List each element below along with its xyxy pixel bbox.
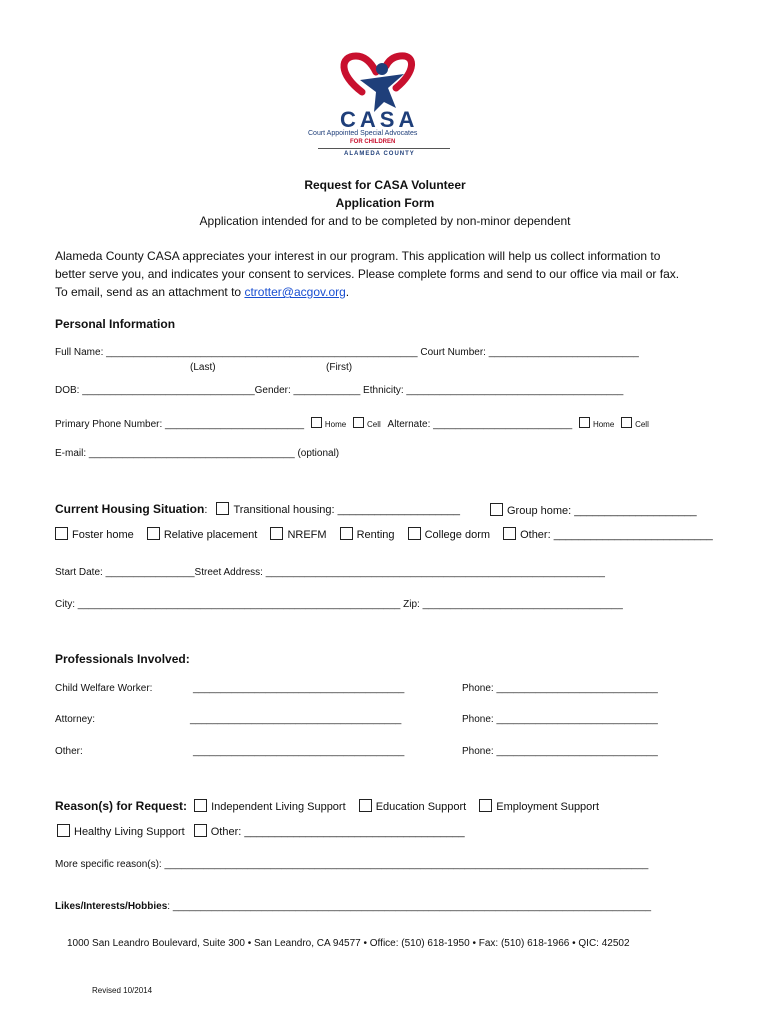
- housing-other-field[interactable]: Other: __________________________: [520, 529, 713, 541]
- housing-row2: [55, 527, 713, 541]
- form-title-line1: Request for CASA Volunteer: [304, 178, 466, 192]
- employment-label: Employment Support: [496, 801, 600, 813]
- transitional-checkbox[interactable]: [216, 502, 229, 515]
- personal-heading: Personal Information: [55, 317, 176, 331]
- group-home-item: [490, 503, 697, 517]
- primary-home-label: Home: [324, 420, 347, 429]
- logo-line3: ALAMEDA COUNTY: [344, 151, 415, 157]
- alternate-home-label: Home: [592, 420, 615, 429]
- nrefm-label: NREFM: [287, 529, 327, 541]
- professionals-heading: Professionals Involved:: [55, 652, 190, 666]
- likes-label: Likes/Interests/Hobbies: [55, 901, 168, 912]
- education-checkbox[interactable]: [359, 799, 372, 812]
- other-professional-label: Other:: [55, 746, 83, 757]
- primary-cell-label: Cell: [366, 420, 381, 429]
- housing-row1: [55, 502, 460, 516]
- reasons-row1: [55, 799, 599, 813]
- alternate-phone-field[interactable]: Alternate: _________________________: [387, 419, 573, 430]
- likes-row: [55, 901, 651, 912]
- other-professional-phone-field[interactable]: Phone: _____________________________: [462, 746, 658, 757]
- reasons-row2: [57, 824, 465, 838]
- foster-home-checkbox[interactable]: [55, 527, 68, 540]
- footer-address: 1000 San Leandro Boulevard, Suite 300 • San Leandro, CA 94577 • Office: (510) 618-1950 • Fax: (510) 618-1966 • QIC: 42502: [67, 938, 630, 949]
- renting-checkbox[interactable]: [340, 527, 353, 540]
- cww-phone-field[interactable]: Phone: _____________________________: [462, 683, 658, 694]
- transitional-field[interactable]: Transitional housing: ____________________: [233, 504, 460, 516]
- foster-home-label: Foster home: [72, 529, 134, 541]
- nrefm-checkbox[interactable]: [270, 527, 283, 540]
- reason-other-checkbox[interactable]: [194, 824, 207, 837]
- college-dorm-checkbox[interactable]: [408, 527, 421, 540]
- relative-placement-label: Relative placement: [163, 529, 258, 541]
- revised-date: Revised 10/2014: [92, 986, 153, 995]
- independent-living-label: Independent Living Support: [211, 801, 346, 813]
- reason-other-field[interactable]: Other: ____________________________________: [210, 826, 465, 838]
- attorney-name-field[interactable]: ______________________________________: [190, 714, 402, 725]
- dob-gender-ethnicity-field[interactable]: DOB: _______________________________Gender: ____________ Ethnicity: _______________________________________: [55, 385, 624, 396]
- healthy-living-label: Healthy Living Support: [74, 826, 185, 838]
- intro-line1: Alameda County CASA appreciates your interest in our program. This application will help us collect information to: [55, 249, 661, 263]
- college-dorm-label: College dorm: [424, 529, 491, 541]
- housing-colon: :: [204, 504, 208, 516]
- form-title-line2: Application Form: [335, 196, 435, 210]
- primary-phone-field[interactable]: Primary Phone Number: _________________________: [55, 419, 305, 430]
- group-home-field[interactable]: Group home: ____________________: [507, 505, 697, 517]
- email-link[interactable]: ctrotter@acgov.org: [244, 285, 346, 299]
- alternate-home-checkbox[interactable]: [579, 417, 590, 428]
- intro-line2: better serve you, and indicates your consent to services. Please complete forms and send to our office via mail or fax.: [55, 267, 680, 281]
- form-subtitle: Application intended for and to be completed by non-minor dependent: [199, 214, 571, 228]
- group-home-checkbox[interactable]: [490, 503, 503, 516]
- cww-name-field[interactable]: ______________________________________: [193, 683, 405, 694]
- primary-phone-row: [55, 417, 649, 430]
- employment-checkbox[interactable]: [479, 799, 492, 812]
- reasons-heading: Reason(s) for Request:: [55, 799, 188, 813]
- intro-line3: [55, 285, 349, 299]
- attorney-phone-field[interactable]: Phone: _____________________________: [462, 714, 658, 725]
- first-name-hint: (First): [326, 362, 353, 373]
- cww-label: Child Welfare Worker:: [55, 683, 153, 694]
- logo-divider: [318, 148, 450, 149]
- last-name-hint: (Last): [190, 362, 216, 373]
- intro-line3-suffix: .: [345, 285, 350, 299]
- email-field[interactable]: E-mail: _____________________________________ (optional): [55, 448, 340, 459]
- primary-cell-checkbox[interactable]: [353, 417, 364, 428]
- independent-living-checkbox[interactable]: [194, 799, 207, 812]
- housing-heading: Current Housing Situation: [55, 502, 205, 516]
- likes-field[interactable]: : ______________________________________________________________________________________: [167, 901, 652, 912]
- start-date-address-field[interactable]: Start Date: ________________Street Address: _____________________________________________________________: [55, 567, 605, 578]
- intro-line3-prefix: To email, send as an attachment to: [55, 285, 245, 299]
- alternate-cell-label: Cell: [635, 420, 649, 429]
- alternate-cell-checkbox[interactable]: [621, 417, 632, 428]
- renting-label: Renting: [356, 529, 395, 541]
- other-professional-name-field[interactable]: ______________________________________: [193, 746, 405, 757]
- primary-home-checkbox[interactable]: [311, 417, 322, 428]
- casa-logo: [300, 52, 470, 162]
- healthy-living-checkbox[interactable]: [57, 824, 70, 837]
- relative-placement-checkbox[interactable]: [147, 527, 160, 540]
- full-name-field[interactable]: Full Name: ________________________________________________________ Court Number: ___________________________: [55, 347, 639, 358]
- logo-name: CASA: [340, 107, 419, 132]
- housing-other-checkbox[interactable]: [503, 527, 516, 540]
- specific-reasons-field[interactable]: More specific reason(s): _______________________________________________________________________________________: [55, 859, 649, 870]
- logo-line2: FOR CHILDREN: [350, 139, 396, 145]
- attorney-label: Attorney:: [55, 714, 96, 725]
- city-zip-field[interactable]: City: __________________________________________________________ Zip: ____________________________________: [55, 599, 623, 610]
- education-label: Education Support: [375, 801, 467, 813]
- logo-line1: Court Appointed Special Advocates: [308, 130, 418, 137]
